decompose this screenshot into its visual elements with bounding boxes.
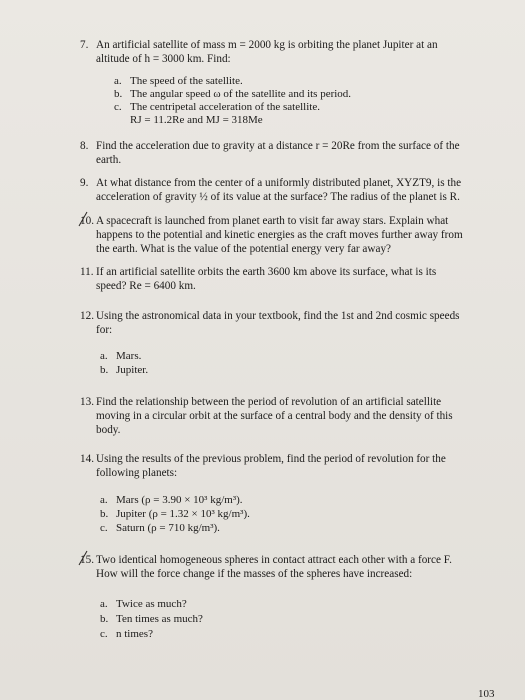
question-9 <box>80 176 490 206</box>
question-text-line: How will the force change if the masses of the spheres have increased: <box>96 568 413 580</box>
question-number: 9. <box>80 177 89 189</box>
subitem <box>100 364 300 378</box>
subitem <box>100 522 360 536</box>
subitem-label: b. <box>100 613 109 625</box>
subitem-label: b. <box>100 364 109 376</box>
question-text-line: A spacecraft is launched from planet earth to visit far away stars. Explain what <box>96 215 449 227</box>
subitem-label: c. <box>100 628 108 640</box>
subitem-text: The speed of the satellite. <box>130 75 243 87</box>
question-text-line: speed? Re = 6400 km. <box>96 280 196 292</box>
question-text-line: happens to the potential and kinetic energies as the craft moves further away from <box>96 229 463 241</box>
question-number: 7. <box>80 39 89 51</box>
question-text-line: Using the results of the previous problem, find the period of revolution for the <box>96 453 446 465</box>
question-text-line: At what distance from the center of a uniformly distributed planet, XYZT9, is the <box>96 177 462 189</box>
question-text-line: An artificial satellite of mass m = 2000 kg is orbiting the planet Jupiter at an <box>96 39 438 51</box>
subitem <box>100 613 300 627</box>
subitem-text: Ten times as much? <box>116 613 203 625</box>
subitem-label: a. <box>114 75 122 87</box>
question-7 <box>80 38 480 68</box>
subitem-label: a. <box>100 598 108 610</box>
subitem <box>100 598 300 612</box>
subitem-label: a. <box>100 494 108 506</box>
subitem-label: a. <box>100 350 108 362</box>
question-text-line: earth. <box>96 154 122 166</box>
subitem <box>100 628 300 642</box>
subitem <box>100 494 360 508</box>
subitem-text: Jupiter (ρ = 1.32 × 10³ kg/m³). <box>116 508 250 520</box>
question-text-line: Find the acceleration due to gravity at a distance r = 20Re from the surface of the <box>96 140 460 152</box>
subitem-text: The centripetal acceleration of the satellite. <box>130 101 320 113</box>
subitem <box>100 508 360 522</box>
subitem-label: c. <box>100 522 108 534</box>
question-15 <box>80 553 490 583</box>
question-text-line: following planets: <box>96 467 178 479</box>
question-13 <box>80 395 490 439</box>
question-number: 13. <box>80 396 94 408</box>
subitem-label: c. <box>114 101 122 113</box>
question-number: 10. <box>80 215 94 227</box>
question-number: 14. <box>80 453 94 465</box>
question-14 <box>80 452 490 482</box>
subitem-text: The angular speed ω of the satellite and its period. <box>130 88 352 100</box>
subitem <box>100 350 300 364</box>
question-text-line: Two identical homogeneous spheres in contact attract each other with a force F. <box>96 554 452 566</box>
subitem-label: b. <box>114 88 123 100</box>
question-10 <box>80 214 490 258</box>
question-text-line: acceleration of gravity ½ of its value at the surface? The radius of the planet is R. <box>96 191 460 203</box>
subitem-text: Saturn (ρ = 710 kg/m³). <box>116 522 220 534</box>
question-text-line: Using the astronomical data in your textbook, find the 1st and 2nd cosmic speeds <box>96 310 460 322</box>
subitem-text: n times? <box>116 628 153 640</box>
handwritten-slash-mark <box>76 210 90 228</box>
page-number: 103 <box>478 688 495 700</box>
question-text-line: the earth. What is the value of the potential energy very far away? <box>96 243 391 255</box>
question-8 <box>80 139 480 169</box>
question-12 <box>80 309 480 339</box>
subitem-text: Jupiter. <box>116 364 149 376</box>
question-text-line: for: <box>96 324 113 336</box>
question-number: 15. <box>80 554 94 566</box>
subitem-text: Twice as much? <box>116 598 187 610</box>
question-number: 12. <box>80 310 94 322</box>
subitem-label: b. <box>100 508 109 520</box>
question-text-line: moving in a circular orbit at the surface of a central body and the density of this <box>96 410 453 422</box>
subitem-text: Mars. <box>116 350 142 362</box>
subitem <box>114 101 434 115</box>
question-11 <box>80 265 480 295</box>
question-text-line: If an artificial satellite orbits the earth 3600 km above its surface, what is its <box>96 266 437 278</box>
question-text-line: body. <box>96 424 121 436</box>
question-text-line: Find the relationship between the period of revolution of an artificial satellite <box>96 396 442 408</box>
subitem-text: RJ = 11.2Re and MJ = 318Me <box>130 114 263 126</box>
question-text-line: altitude of h = 3000 km. Find: <box>96 53 231 65</box>
subitem <box>114 88 454 102</box>
subitem <box>114 75 434 89</box>
question-number: 8. <box>80 140 89 152</box>
subitem <box>114 114 434 128</box>
subitem-text: Mars (ρ = 3.90 × 10³ kg/m³). <box>116 494 243 506</box>
handwritten-slash-mark <box>76 549 90 567</box>
question-number: 11. <box>80 266 94 278</box>
